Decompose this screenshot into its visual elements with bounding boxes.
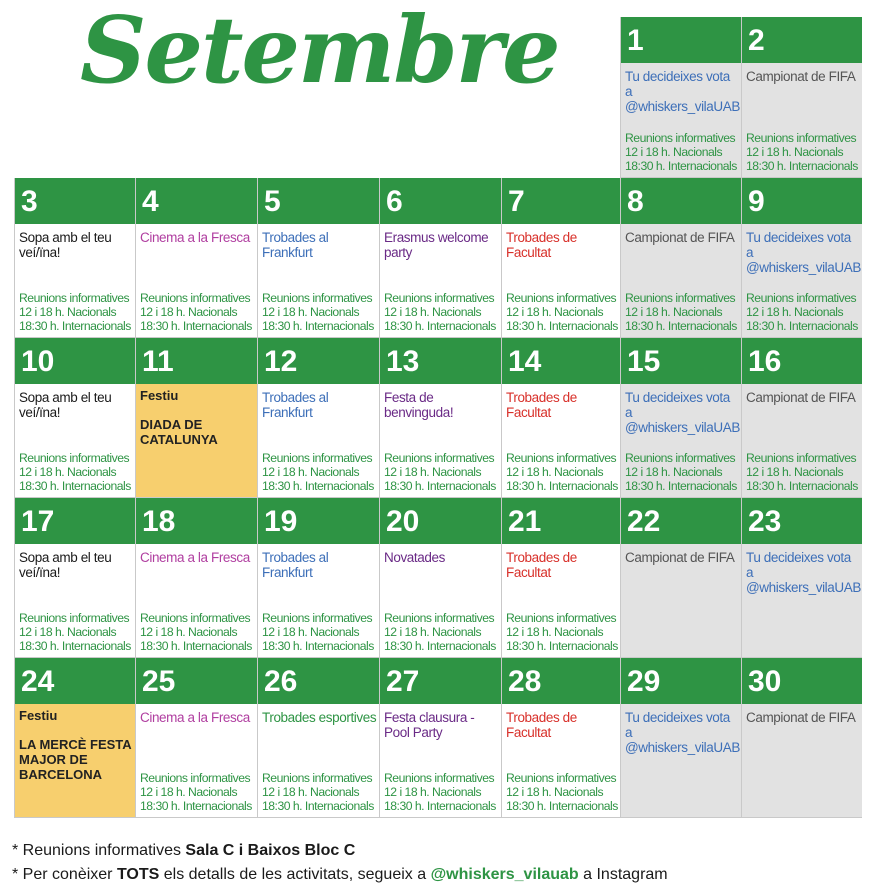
event-label: Trobades de Facultat [506,550,577,580]
day-body [502,544,620,657]
footer-note-2-text: * Per conèixer [12,866,117,883]
reunions-info [625,291,740,333]
day-cell-27 [379,658,501,818]
day-cell-21 [501,498,620,658]
reunions-line: 18:30 h. Internacionals [746,319,858,333]
event-label: Trobades de Facultat [506,230,577,260]
reunions-info [262,611,378,653]
reunions-info [506,291,619,333]
holiday-label: Festiu [19,708,58,723]
day-cell-23 [741,498,862,658]
day-body [621,704,741,817]
day-cell-15 [620,338,741,498]
reunions-line: Reunions informatives [262,771,373,785]
reunions-info [140,771,256,813]
reunions-line: 12 i 18 h. Nacionals [262,465,360,479]
reunions-line: 12 i 18 h. Nacionals [140,625,238,639]
day-number: 8 [621,178,741,224]
reunions-line: 18:30 h. Internacionals [19,639,131,653]
event-label: Campionat de FIFA [746,710,856,725]
reunions-line: Reunions informatives [625,131,736,145]
reunions-line: Reunions informatives [262,451,373,465]
event-label: Novatades [384,550,445,565]
reunions-line: 18:30 h. Internacionals [19,479,131,493]
reunions-line: 12 i 18 h. Nacionals [384,305,482,319]
reunions-line: 18:30 h. Internacionals [625,159,737,173]
reunions-line: 12 i 18 h. Nacionals [506,305,604,319]
footer-note-1-text: * Reunions informatives [12,842,186,859]
reunions-info [384,611,500,653]
day-body [15,704,135,817]
footer-note-1-location: Sala C i Baixos Bloc C [185,842,356,859]
reunions-line: Reunions informatives [140,611,251,625]
day-body [136,224,257,337]
reunions-line: Reunions informatives [19,291,130,305]
event-label: Campionat de FIFA [625,230,735,245]
day-cell-7 [501,178,620,338]
day-body [502,704,620,817]
day-cell-14 [501,338,620,498]
event-label: Tu decideixes vota a @whiskers_vilaUAB [746,230,861,275]
day-number: 13 [380,338,501,384]
reunions-line: Reunions informatives [625,451,736,465]
event-label: Trobades de Facultat [506,710,577,740]
day-number: 27 [380,658,501,704]
reunions-line: Reunions informatives [506,291,617,305]
reunions-line: 18:30 h. Internacionals [140,639,252,653]
reunions-info [506,611,619,653]
day-body [742,384,862,497]
event-label: Trobades al Frankfurt [262,230,329,260]
day-number: 30 [742,658,862,704]
day-number: 16 [742,338,862,384]
day-body [15,544,135,657]
reunions-line: Reunions informatives [506,451,617,465]
day-body [621,224,741,337]
reunions-line: 12 i 18 h. Nacionals [506,785,604,799]
reunions-info [625,131,740,173]
day-cell-30 [741,658,862,818]
day-number: 26 [258,658,379,704]
reunions-line: 18:30 h. Internacionals [625,479,737,493]
reunions-line: 12 i 18 h. Nacionals [262,625,360,639]
day-number: 11 [136,338,257,384]
reunions-line: 12 i 18 h. Nacionals [140,305,238,319]
day-cell-17 [14,498,135,658]
event-label: Sopa amb el teu veí/ïna! [19,390,112,420]
day-number: 24 [15,658,135,704]
day-number: 23 [742,498,862,544]
day-cell-3 [14,178,135,338]
event-label: Sopa amb el teu veí/ïna! [19,550,112,580]
reunions-line: 12 i 18 h. Nacionals [262,305,360,319]
reunions-info [262,451,378,493]
event-label: Trobades de Facultat [506,390,577,420]
day-body [742,224,862,337]
reunions-line: Reunions informatives [262,291,373,305]
reunions-line: Reunions informatives [506,771,617,785]
holiday-name: LA MERCÈ FESTA MAJOR DE BARCELONA [19,737,132,782]
reunions-line: 18:30 h. Internacionals [140,319,252,333]
day-body [502,224,620,337]
reunions-line: 18:30 h. Internacionals [506,479,618,493]
day-number: 21 [502,498,620,544]
reunions-info [506,451,619,493]
day-number: 4 [136,178,257,224]
reunions-line: Reunions informatives [19,611,130,625]
day-number: 17 [15,498,135,544]
day-cell-26 [257,658,379,818]
event-label: Trobades al Frankfurt [262,550,329,580]
month-title: Setembre [80,0,559,104]
day-cell-24 [14,658,135,818]
day-number: 25 [136,658,257,704]
day-body [742,704,862,817]
day-number: 10 [15,338,135,384]
day-cell-6 [379,178,501,338]
reunions-line: Reunions informatives [506,611,617,625]
event-label: Campionat de FIFA [746,69,856,84]
day-number: 6 [380,178,501,224]
event-label: Cinema a la Fresca [140,550,250,565]
instagram-handle-link[interactable]: @whiskers_vilauab [430,866,579,883]
day-number: 22 [621,498,741,544]
day-cell-29 [620,658,741,818]
reunions-line: 18:30 h. Internacionals [262,319,374,333]
day-cell-2 [741,17,862,178]
reunions-line: Reunions informatives [384,451,495,465]
day-cell-18 [135,498,257,658]
day-cell-11 [135,338,257,498]
day-number: 20 [380,498,501,544]
reunions-line: Reunions informatives [384,611,495,625]
reunions-line: 18:30 h. Internacionals [262,479,374,493]
day-body [258,704,379,817]
event-label: Trobades esportives [262,710,377,725]
day-body [15,224,135,337]
reunions-line: 18:30 h. Internacionals [506,319,618,333]
reunions-line: 12 i 18 h. Nacionals [625,465,723,479]
day-number: 5 [258,178,379,224]
reunions-line: 12 i 18 h. Nacionals [746,465,844,479]
reunions-info [384,451,500,493]
reunions-line: Reunions informatives [384,771,495,785]
reunions-line: 12 i 18 h. Nacionals [506,625,604,639]
day-body [621,63,741,177]
day-body [502,384,620,497]
reunions-line: Reunions informatives [262,611,373,625]
day-cell-10 [14,338,135,498]
day-cell-8 [620,178,741,338]
day-cell-22 [620,498,741,658]
day-body [380,544,501,657]
day-cell-20 [379,498,501,658]
event-label: Tu decideixes vota a @whiskers_vilaUAB [746,550,861,595]
reunions-line: 12 i 18 h. Nacionals [746,305,844,319]
reunions-line: 12 i 18 h. Nacionals [384,625,482,639]
reunions-line: Reunions informatives [746,451,857,465]
day-number: 9 [742,178,862,224]
reunions-line: 12 i 18 h. Nacionals [746,145,844,159]
reunions-line: Reunions informatives [625,291,736,305]
reunions-line: Reunions informatives [746,131,857,145]
day-cell-19 [257,498,379,658]
reunions-info [140,611,256,653]
reunions-line: 12 i 18 h. Nacionals [262,785,360,799]
event-label: Campionat de FIFA [625,550,735,565]
day-body [258,224,379,337]
reunions-line: 18:30 h. Internacionals [384,479,496,493]
reunions-line: Reunions informatives [140,291,251,305]
reunions-line: 18:30 h. Internacionals [19,319,131,333]
day-body [258,384,379,497]
day-cell-5 [257,178,379,338]
event-label: Erasmus welcome party [384,230,489,260]
reunions-info [262,291,378,333]
reunions-info [506,771,619,813]
reunions-line: 12 i 18 h. Nacionals [19,305,117,319]
reunions-info [384,291,500,333]
footer-note-2 [12,866,668,884]
day-body [380,704,501,817]
reunions-line: 12 i 18 h. Nacionals [19,625,117,639]
day-number: 18 [136,498,257,544]
reunions-info [625,451,740,493]
day-body [621,384,741,497]
day-number: 14 [502,338,620,384]
event-label: Tu decideixes vota a @whiskers_vilaUAB [625,710,740,755]
day-cell-25 [135,658,257,818]
holiday-label: Festiu [140,388,179,403]
event-label: Festa de benvinguda! [384,390,454,420]
day-body [742,63,862,177]
reunions-line: 18:30 h. Internacionals [384,319,496,333]
reunions-info [19,611,134,653]
day-number: 3 [15,178,135,224]
day-cell-4 [135,178,257,338]
reunions-info [746,131,861,173]
event-label: Cinema a la Fresca [140,230,250,245]
day-number: 29 [621,658,741,704]
day-body [15,384,135,497]
day-body [621,544,741,657]
reunions-line: 18:30 h. Internacionals [506,799,618,813]
reunions-line: Reunions informatives [140,771,251,785]
reunions-info [19,451,134,493]
day-cell-1 [620,17,741,178]
event-label: Tu decideixes vota a @whiskers_vilaUAB [625,69,740,114]
reunions-line: 12 i 18 h. Nacionals [140,785,238,799]
day-body [136,704,257,817]
reunions-line: Reunions informatives [746,291,857,305]
reunions-line: 12 i 18 h. Nacionals [384,785,482,799]
reunions-info [19,291,134,333]
footer-note-2-emphasis: TOTS [116,866,160,883]
footer-note-2-suffix: a Instagram [578,866,668,883]
event-label: Festa clausura - Pool Party [384,710,475,740]
day-number: 12 [258,338,379,384]
reunions-line: 12 i 18 h. Nacionals [384,465,482,479]
reunions-line: Reunions informatives [384,291,495,305]
reunions-line: 18:30 h. Internacionals [384,639,496,653]
reunions-line: 18:30 h. Internacionals [140,799,252,813]
reunions-info [140,291,256,333]
day-number: 28 [502,658,620,704]
event-label: Cinema a la Fresca [140,710,250,725]
day-body [380,384,501,497]
reunions-line: 18:30 h. Internacionals [262,799,374,813]
day-number: 19 [258,498,379,544]
reunions-info [746,451,861,493]
reunions-line: 18:30 h. Internacionals [746,479,858,493]
day-number: 2 [742,17,862,63]
day-body [258,544,379,657]
reunions-line: 12 i 18 h. Nacionals [506,465,604,479]
day-cell-9 [741,178,862,338]
day-cell-16 [741,338,862,498]
event-label: Sopa amb el teu veí/ïna! [19,230,112,260]
reunions-line: 18:30 h. Internacionals [625,319,737,333]
reunions-line: 18:30 h. Internacionals [746,159,858,173]
reunions-line: 12 i 18 h. Nacionals [19,465,117,479]
day-body [742,544,862,657]
reunions-info [262,771,378,813]
day-number: 15 [621,338,741,384]
footer-note-2-middle: els detalls de les activitats, segueix a [159,866,431,883]
reunions-line: 18:30 h. Internacionals [262,639,374,653]
day-body [136,384,257,497]
reunions-line: 18:30 h. Internacionals [384,799,496,813]
event-label: Campionat de FIFA [746,390,856,405]
day-cell-13 [379,338,501,498]
day-number: 1 [621,17,741,63]
reunions-line: 12 i 18 h. Nacionals [625,145,723,159]
day-number: 7 [502,178,620,224]
event-label: Tu decideixes vota a @whiskers_vilaUAB [625,390,740,435]
event-label: Trobades al Frankfurt [262,390,329,420]
reunions-info [384,771,500,813]
reunions-line: 12 i 18 h. Nacionals [625,305,723,319]
reunions-line: Reunions informatives [19,451,130,465]
holiday-name: DIADA DE CATALUNYA [140,417,218,447]
footer-note-1 [12,842,355,860]
day-cell-28 [501,658,620,818]
day-body [380,224,501,337]
day-cell-12 [257,338,379,498]
reunions-info [746,291,861,333]
reunions-line: 18:30 h. Internacionals [506,639,618,653]
day-body [136,544,257,657]
